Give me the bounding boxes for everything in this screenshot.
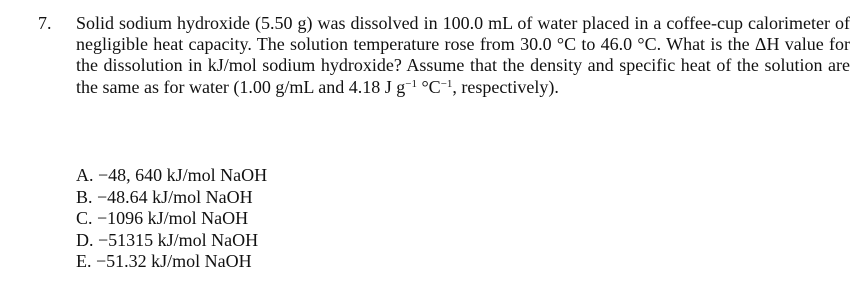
choice-letter: D. bbox=[76, 229, 94, 250]
choice-d[interactable] bbox=[76, 230, 267, 252]
choice-b[interactable] bbox=[76, 187, 267, 209]
superscript-inverse-gram: −1 bbox=[405, 77, 417, 90]
choice-text: −48, 640 kJ/mol NaOH bbox=[98, 165, 268, 185]
choice-letter: B. bbox=[76, 186, 93, 207]
choice-text: −51315 kJ/mol NaOH bbox=[98, 229, 259, 250]
choice-c[interactable] bbox=[76, 208, 267, 230]
choice-letter: C. bbox=[76, 208, 93, 229]
answer-choices bbox=[76, 165, 267, 273]
choice-text: −1096 kJ/mol NaOH bbox=[97, 208, 249, 229]
choice-letter: E. bbox=[76, 251, 92, 272]
choice-e[interactable] bbox=[76, 251, 267, 273]
choice-text: −48.64 kJ/mol NaOH bbox=[97, 186, 253, 207]
choice-a[interactable] bbox=[76, 165, 267, 187]
question-text-part-2: °C bbox=[416, 76, 441, 97]
choice-letter: A. bbox=[76, 165, 94, 185]
choice-text: −51.32 kJ/mol NaOH bbox=[96, 251, 252, 272]
superscript-inverse-celsius: −1 bbox=[440, 77, 453, 90]
question-text bbox=[76, 13, 850, 98]
question-number: 7. bbox=[38, 13, 52, 33]
question-text-part-1: Solid sodium hydroxide (5.50 g) was dissolved in 100.0 mL of water placed in a coffee-cup calorimeter of negligible heat capacity. The solution temperature rose from 30.0 °C to 46.0 °C. What is the ΔH value for the dissolution in kJ/mol sodium hydroxide? Assume that the density and specific heat of the solution are the same as for water (1.00 g/mL and 4.18 J g bbox=[76, 13, 850, 97]
question-text-part-3: , respectively). bbox=[452, 76, 559, 97]
